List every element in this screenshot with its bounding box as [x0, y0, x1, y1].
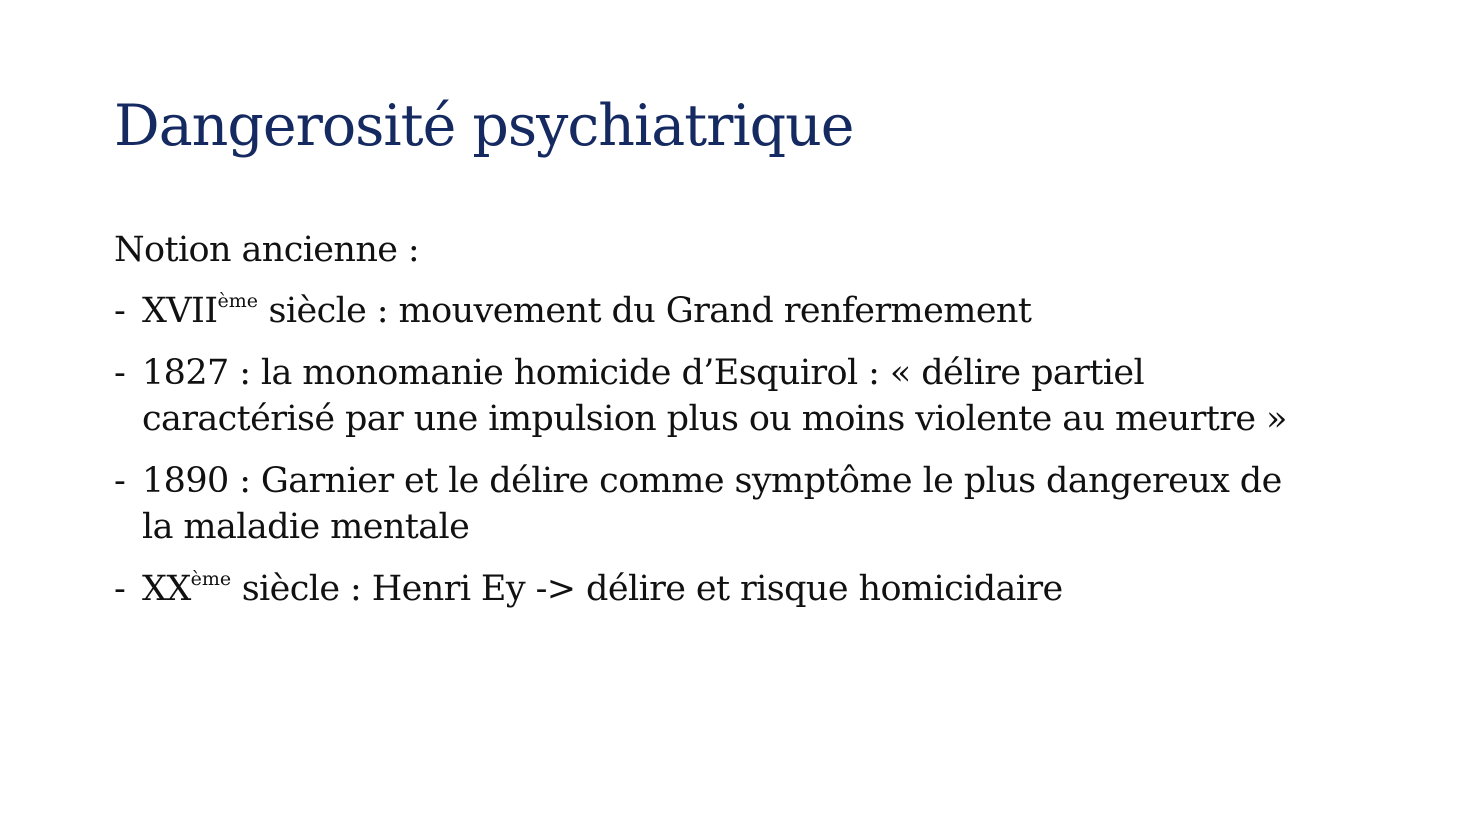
slide-title: Dangerosité psychiatrique — [114, 93, 854, 159]
century-label: XX — [142, 569, 191, 609]
list-item — [114, 458, 1414, 550]
list-item — [114, 566, 1414, 612]
bullet-dash: - — [114, 461, 126, 501]
bullet-text — [142, 458, 1414, 550]
bullet-line-text: siècle : mouvement du Grand renfermement — [268, 291, 1032, 331]
bullet-line-text: siècle : Henri Ey -> délire et risque homicidaire — [241, 569, 1063, 609]
intro-text: Notion ancienne : — [114, 230, 420, 270]
century-label: XVII — [142, 291, 218, 331]
bullet-line — [142, 288, 1414, 334]
bullet-dash: - — [114, 569, 126, 609]
ordinal-suffix: ème — [190, 568, 232, 590]
bullet-line: 1827 : la monomanie homicide d’Esquirol : « délire partiel — [142, 353, 1145, 393]
bullet-line: caractérisé par une impulsion plus ou moins violente au meurtre » — [142, 399, 1287, 439]
bullet-text — [142, 350, 1414, 442]
list-item — [114, 350, 1414, 442]
bullet-dash: - — [114, 353, 126, 393]
ordinal-suffix: ème — [217, 290, 258, 312]
bullet-text — [142, 566, 1414, 612]
bullet-dash: - — [114, 291, 126, 331]
bullet-list — [114, 288, 1414, 612]
bullet-text — [142, 288, 1414, 334]
bullet-line — [142, 566, 1414, 612]
bullet-line: 1890 : Garnier et le délire comme symptôme le plus dangereux de — [142, 461, 1282, 501]
list-item — [114, 288, 1414, 334]
bullet-line: la maladie mentale — [142, 507, 470, 547]
